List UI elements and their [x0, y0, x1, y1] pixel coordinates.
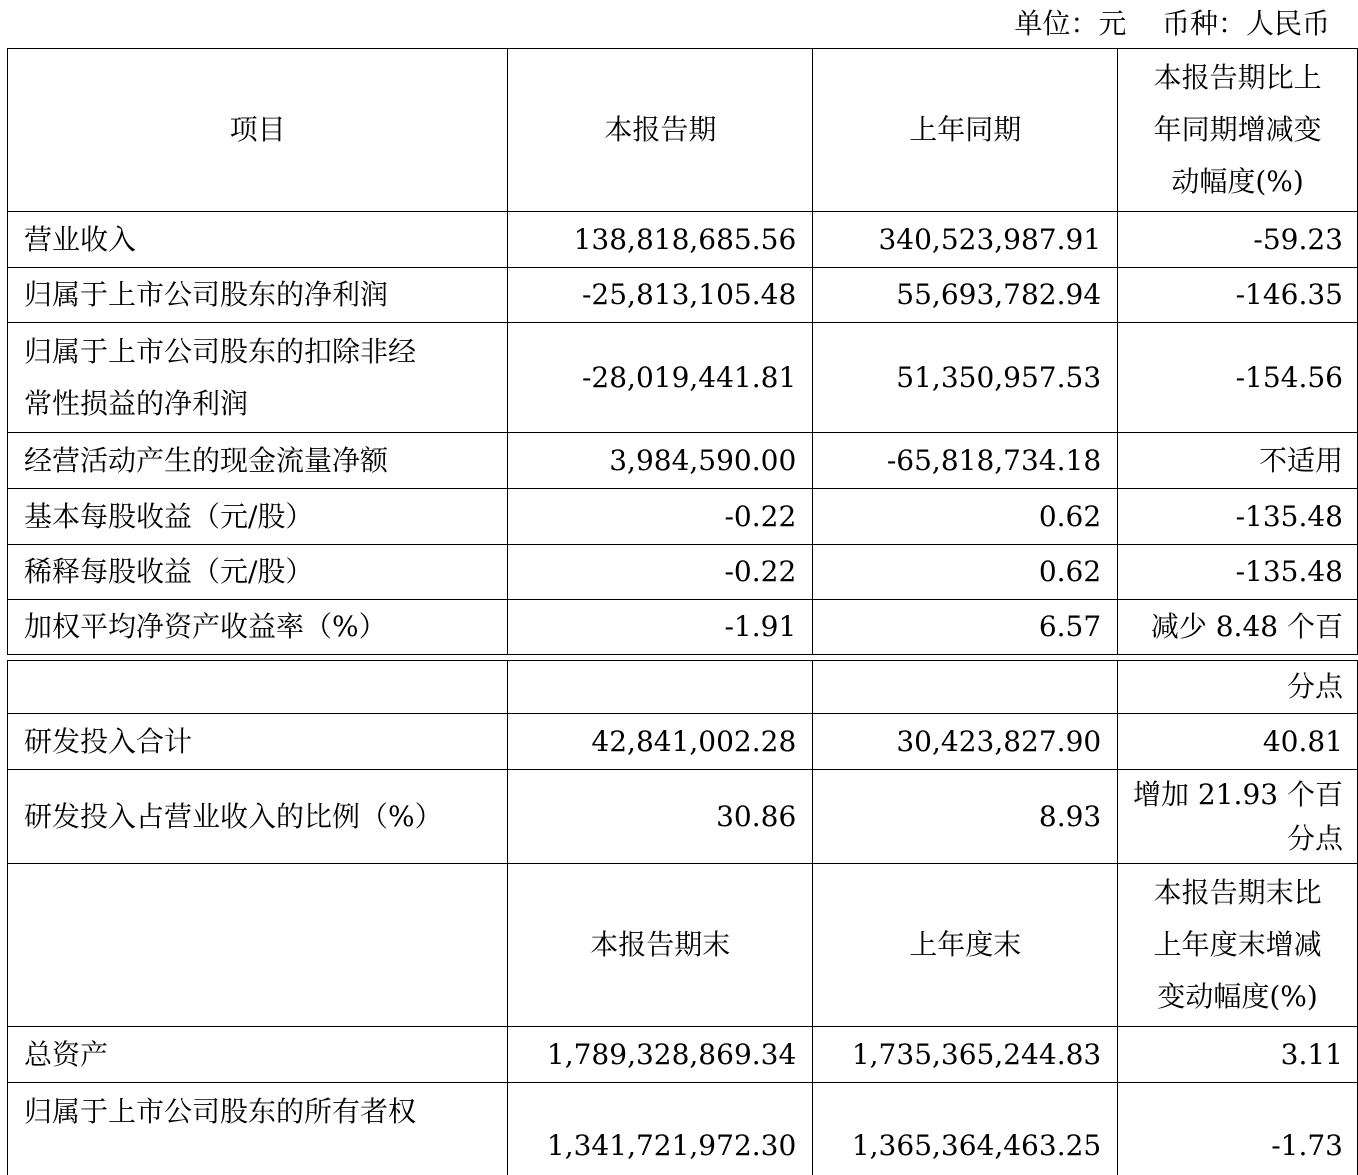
- header-current-period-end: 本报告期末: [508, 864, 813, 1027]
- change-value: -59.23: [1118, 212, 1358, 268]
- table-header-row: [8, 49, 1358, 212]
- change-value: 增加 21.93 个百 分点: [1118, 770, 1358, 864]
- header-item: 项目: [8, 49, 508, 212]
- prior-value: 30,423,827.90: [813, 714, 1118, 770]
- row-label: 营业收入: [8, 212, 508, 268]
- table-header-row-balance: [8, 864, 1358, 1027]
- row-label: 归属于上市公司股东的所有者权: [8, 1083, 508, 1175]
- table-row: [8, 600, 1358, 655]
- change-value-continued: 分点: [1118, 661, 1358, 714]
- prior-value: -65,818,734.18: [813, 433, 1118, 489]
- current-value: -0.22: [508, 489, 813, 545]
- table-row: [8, 714, 1358, 770]
- table-row: [8, 212, 1358, 268]
- change-value: -135.48: [1118, 489, 1358, 545]
- currency-label: 币种：人民币: [1162, 7, 1330, 40]
- financial-data-table: [7, 48, 1358, 655]
- row-label: 研发投入占营业收入的比例（%）: [8, 770, 508, 864]
- prior-value: 1,735,365,244.83: [813, 1027, 1118, 1083]
- change-value: -146.35: [1118, 268, 1358, 323]
- prior-value: 51,350,957.53: [813, 323, 1118, 433]
- change-value: -154.56: [1118, 323, 1358, 433]
- current-value: 30.86: [508, 770, 813, 864]
- table-row: [8, 268, 1358, 323]
- row-label: 基本每股收益（元/股）: [8, 489, 508, 545]
- prior-value: 8.93: [813, 770, 1118, 864]
- header-prior-year-end: 上年度末: [813, 864, 1118, 1027]
- current-value: 42,841,002.28: [508, 714, 813, 770]
- table-row: [8, 545, 1358, 600]
- unit-currency-line: [1014, 4, 1330, 44]
- row-label: 稀释每股收益（元/股）: [8, 545, 508, 600]
- header-change-pct: 本报告期比上 年同期增减变 动幅度(%): [1118, 49, 1358, 212]
- row-label: [8, 661, 508, 714]
- change-value: -1.73: [1118, 1083, 1358, 1175]
- current-value: 138,818,685.56: [508, 212, 813, 268]
- prior-value: 1,365,364,463.25: [813, 1083, 1118, 1175]
- table-row: [8, 1083, 1358, 1175]
- change-value: -135.48: [1118, 545, 1358, 600]
- current-value: -1.91: [508, 600, 813, 655]
- table-row: [8, 433, 1358, 489]
- table-row: [8, 1027, 1358, 1083]
- table-row-continuation: [8, 661, 1358, 714]
- prior-value: 6.57: [813, 600, 1118, 655]
- header-change-pct-balance: 本报告期末比 上年度末增减 变动幅度(%): [1118, 864, 1358, 1027]
- current-value: [508, 661, 813, 714]
- header-current-period: 本报告期: [508, 49, 813, 212]
- current-value: -28,019,441.81: [508, 323, 813, 433]
- financial-data-table-continued: [7, 660, 1358, 1175]
- table-row: [8, 323, 1358, 433]
- current-value: 1,341,721,972.30: [508, 1083, 813, 1175]
- change-value: 40.81: [1118, 714, 1358, 770]
- current-value: -0.22: [508, 545, 813, 600]
- change-value: 3.11: [1118, 1027, 1358, 1083]
- row-label: 经营活动产生的现金流量净额: [8, 433, 508, 489]
- table-row: [8, 489, 1358, 545]
- unit-label: 单位：元: [1014, 7, 1126, 40]
- row-label: 总资产: [8, 1027, 508, 1083]
- row-label: 归属于上市公司股东的扣除非经 常性损益的净利润: [8, 323, 508, 433]
- prior-value: 0.62: [813, 489, 1118, 545]
- prior-value: 55,693,782.94: [813, 268, 1118, 323]
- prior-value: [813, 661, 1118, 714]
- row-label: 研发投入合计: [8, 714, 508, 770]
- row-label: 归属于上市公司股东的净利润: [8, 268, 508, 323]
- current-value: 3,984,590.00: [508, 433, 813, 489]
- row-label: 加权平均净资产收益率（%）: [8, 600, 508, 655]
- current-value: -25,813,105.48: [508, 268, 813, 323]
- change-value: 减少 8.48 个百: [1118, 600, 1358, 655]
- prior-value: 0.62: [813, 545, 1118, 600]
- change-value: 不适用: [1118, 433, 1358, 489]
- current-value: 1,789,328,869.34: [508, 1027, 813, 1083]
- header-prior-period: 上年同期: [813, 49, 1118, 212]
- table-row: [8, 770, 1358, 864]
- prior-value: 340,523,987.91: [813, 212, 1118, 268]
- header-item-empty: [8, 864, 508, 1027]
